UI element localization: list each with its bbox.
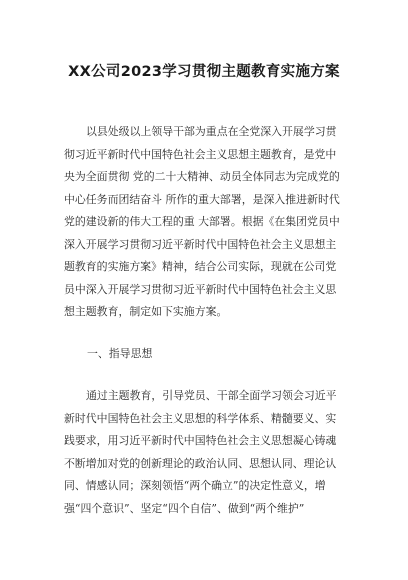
paragraph-line: 想主题教育，制定如下实施方案。 — [64, 305, 228, 318]
paragraph-line: 以县处级以上领导干部为重点在全党深入开展学习贯 — [86, 125, 337, 138]
section-paragraph — [64, 385, 346, 520]
paragraph-line: 员中深入开展学习贯彻习近平新时代中国特色社会主义思 — [64, 282, 337, 296]
paragraph-line: 践要求，用习近平新时代中国特色社会主义思想凝心铸魂 — [64, 434, 337, 447]
paragraph-line: 央为全面贯彻 党的二十大精神、动员全体同志为完成党的 — [64, 170, 340, 183]
paragraph-line: 新时代中国特色社会主义思想的科学体系、精髓要义、实 — [64, 411, 337, 425]
paragraph-line: 党的建设新的伟大工程的重 大部署。根据《在集团党员中 — [64, 215, 340, 228]
paragraph-line: 彻习近平新时代中国特色社会主义思想主题教育，是党中 — [64, 147, 337, 161]
paragraph-line: 不断增加对党的创新理论的政治认同、思想认同、理论认 — [64, 456, 337, 470]
paragraph-line: 深入开展学习贯彻习近平新时代中国特色社会主义思想主 — [64, 237, 337, 251]
paragraph-line: 题教育的实施方案》精神，结合公司实际，现就在公司党 — [64, 260, 337, 273]
intro-paragraph — [64, 121, 346, 324]
paragraph-line: 通过主题教育，引导党员、干部全面学习领会习近平 — [86, 389, 337, 402]
paragraph-line: 同、情感认同；深刻领悟“两个确立”的决定性意义，增 — [64, 479, 326, 492]
document-title: XX公司2023学习贯彻主题教育实施方案 — [68, 64, 340, 80]
paragraph-line: 中心任务而团结奋斗 所作的重大部署，是深入推进新时代 — [64, 192, 340, 206]
paragraph-line: 强“四个意识”、坚定“四个自信”、做到“两个维护” — [64, 501, 305, 515]
section-heading: 一、指导思想 — [87, 347, 153, 360]
